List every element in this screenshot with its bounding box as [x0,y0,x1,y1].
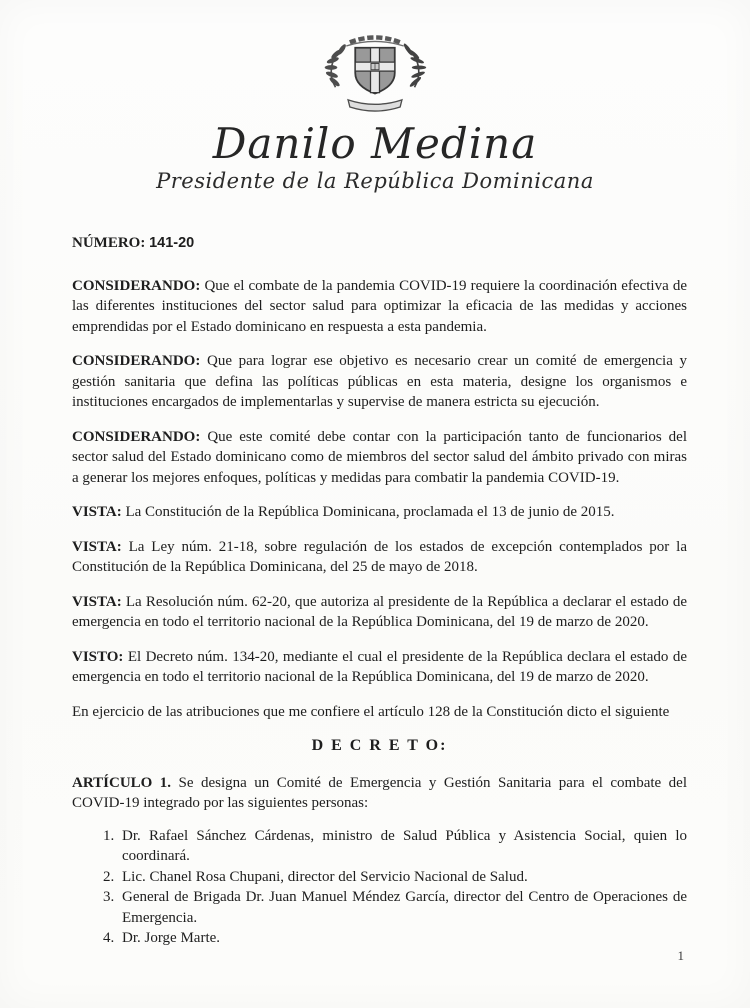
committee-member-item: 4. Dr. Jorge Marte. [118,928,687,949]
paragraph-vista-3 [72,592,687,633]
president-title: Presidente de la República Dominicana [156,169,594,193]
document-body [0,233,750,949]
paragraph-text: Que este comité debe contar con la participación tanto de funcionarios del sector salud del Estado dominicano como de miembros del sector salud del ámbito privado con miras a generar los mejores enfoques, políticas y medidas para combatir la pandemia COVID-19. [72,428,688,486]
paragraph-label: VISTA: [72,593,122,610]
preamble-text: En ejercicio de las atribuciones que me confiere el artículo 128 de la Constitución dicto el siguiente [72,703,670,720]
paragraph-label: VISTA: [72,504,122,520]
committee-member-item: 3. General de Brigada Dr. Juan Manuel Méndez García, director del Centro de Operaciones de Emergencia. [118,887,687,928]
decree-heading: D E C R E T O: [311,737,448,754]
paragraph-considerando-1 [72,276,687,338]
document-header [0,0,750,193]
paragraph-considerando-3 [72,427,687,489]
paragraph-label: VISTA: [72,538,122,555]
decree-number-label: NÚMERO: [72,235,146,251]
paragraph-text: La Ley núm. 21-18, sobre regulación de los estados de excepción contemplados por la Constitución de la República Dominicana, del 25 de mayo de 2018. [72,538,687,575]
paragraph-vista-2 [72,537,687,578]
dominican-coat-of-arms-icon [321,28,429,116]
president-signature-name: Danilo Medina [212,119,538,168]
paragraph-text: El Decreto núm. 134-20, mediante el cual el presidente de la República declara el estado de emergencia en todo el territorio nacional de la República Dominicana, del 19 de marzo de 2020. [72,648,687,685]
paragraph-text: La Constitución de la República Dominicana, proclamada el 13 de junio de 2015. [125,504,615,520]
decree-number-value: 141-20 [149,235,195,251]
paragraph-label: CONSIDERANDO: [72,428,201,445]
paragraph-text: Que para lograr ese objetivo es necesario crear un comité de emergencia y gestión sanitaria que defina las políticas públicas en esta materia, designe los organismos e instituciones encargados de implementarlas y supervise de manera estricta su ejecución. [72,353,687,410]
paragraph-text: La Resolución núm. 62-20, que autoriza al presidente de la República a declarar el estado de emergencia en todo el territorio nacional de la República Dominicana, del 19 de marzo de 2020. [72,593,688,630]
paragraph-label: CONSIDERANDO: [72,277,201,294]
article-label: ARTÍCULO 1. [72,774,172,791]
paragraph-label: VISTO: [72,648,124,665]
article-text: Se designa un Comité de Emergencia y Gestión Sanitaria para el combate del COVID-19 integrado por las siguientes personas: [72,774,687,811]
paragraph-text: Que el combate de la pandemia COVID-19 requiere la coordinación efectiva de las diferentes instituciones del sector salud para optimizar la eficacia de las medidas y acciones emprendidas por el Estado dominicano en respuesta a esta pandemia. [72,277,687,335]
paragraph-vista-1 [72,502,687,523]
committee-member-item: 1. Dr. Rafael Sánchez Cárdenas, ministro de Salud Pública y Asistencia Social, quien lo coordinará. [118,826,687,867]
article-1 [72,773,687,814]
paragraph-label: CONSIDERANDO: [72,353,201,369]
paragraph-visto [72,647,687,688]
committee-members-list [72,826,687,949]
decree-number [72,233,687,254]
committee-member-item: 2. Lic. Chanel Rosa Chupani, director del Servicio Nacional de Salud. [118,867,687,888]
paragraph-considerando-2 [72,351,687,413]
page-number: 1 [677,948,684,963]
